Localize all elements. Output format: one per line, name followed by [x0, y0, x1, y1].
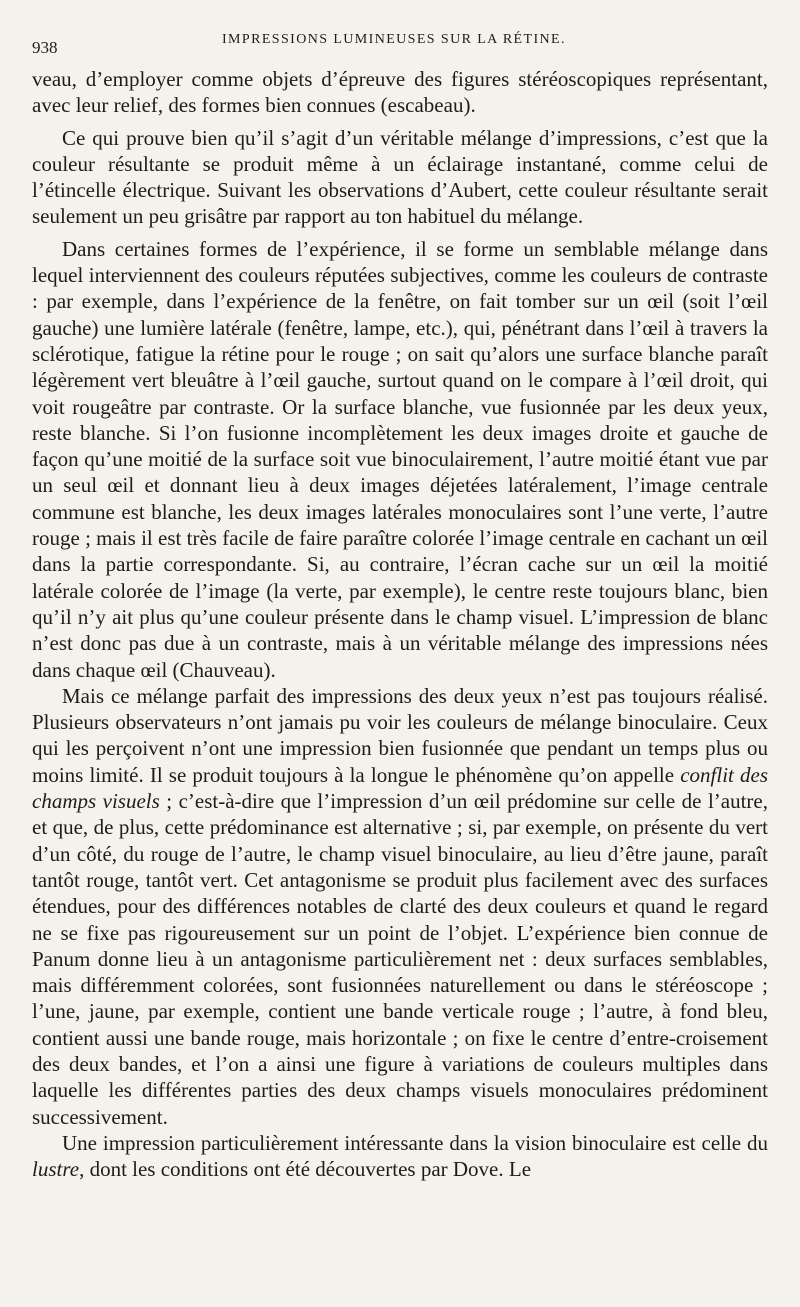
paragraph-visual-field-conflict [32, 683, 768, 1130]
paragraph-text: Dans certaines formes de l’expérience, il se forme un semblable mélange dans lequel interviennent des couleurs réputées subjectives, comme les couleurs de contraste : par exemple, dans l’expérience de la fenêtre, on fait tomber sur un œil (soit l’œil gauche) une lumière latérale (fenêtre, lampe, etc.), qui, pénétrant dans l’œil à travers la sclérotique, fatigue la rétine pour le rouge ; on sait qu’alors une surface blanche paraît légèrement vert bleuâtre à l’œil gauche, surtout quand on le compare à l’œil droit, qui voit rougeâtre par contraste. Or la surface blanche, vue fusionnée par les deux yeux, reste blanche. Si l’on fusionne incomplètement les deux images droite et gauche de façon qu’une moitié de la surface soit vue binoculairement, l’autre moitié étant vue par un seul œil et donnant lieu à deux images déjetées latéralement, l’image centrale commune est blanche, les deux images latérales monoculaires sont l’une verte, l’autre rouge ; mais il est très facile de faire paraître colorée l’image centrale en cachant un œil dans la partie correspondante. Si, au contraire, l’écran cache sur un œil la moitié latérale colorée de l’image (la verte, par exemple), le centre reste toujours blanc, bien qu’il n’y ait plus qu’une couleur présente dans le champ visuel. L’impression de blanc n’est donc pas due à un contraste, mais à un véritable mélange des impressions nées dans chaque œil (Chauveau). [32, 236, 768, 682]
page-header [32, 28, 768, 57]
page-number: 938 [32, 38, 58, 57]
document-page [32, 28, 768, 1288]
running-title: IMPRESSIONS LUMINEUSES SUR LA RÉTINE. [222, 32, 566, 47]
paragraph-text: Ce qui prouve bien qu’il s’agit d’un véritable mélange d’impressions, c’est que la couleur résultante se produit même à un éclairage instantané, comme celui de l’étincelle électrique. Suivant les observations d’Aubert, cette couleur résultante serait seulement un peu grisâtre par rapport au ton habituel du mélange. [32, 125, 768, 229]
paragraph-lustre [32, 1130, 768, 1183]
italic-term: conflit des champs visuels [32, 762, 768, 814]
paragraph-text: Mais ce mélange parfait des impressions des deux yeux n’est pas toujours réalisé. Plusieurs observateurs n’ont jamais pu voir les couleurs de mélange binoculaire. Ceux qui les perçoivent n’ont une impression bien fusionnée que pendant un temps plus ou moins limité. Il se produit toujours à la longue le phénomène qu’on appelle [32, 683, 768, 787]
paragraph-window-experiment [32, 236, 768, 683]
paragraph-continued [32, 66, 768, 119]
paragraph-text: veau, d’employer comme objets d’épreuve des figures stéréoscopiques représentant, avec leur relief, des formes bien connues (escabeau). [32, 67, 768, 118]
paragraph-text: , dont les conditions ont été découvertes par Dove. Le [79, 1157, 532, 1182]
paragraph-text: Une impression particulièrement intéressante dans la vision binoculaire est celle du [62, 1130, 768, 1155]
paragraph-instantaneous-lighting [32, 125, 768, 230]
italic-term: lustre [32, 1157, 80, 1182]
paragraph-text: ; c’est-à-dire que l’impression d’un œil prédomine sur celle de l’autre, et que, de plus, cette prédominance est alternative ; si, par exemple, on présente du vert d’un côté, du rouge de l’autre, le champ visuel binoculaire, au lieu d’être jaune, paraît tantôt rouge, tantôt vert. Cet antagonisme se produit plus facilement avec des surfaces étendues, pour des différences notables de clarté des deux couleurs et quand le regard ne se fixe pas rigoureusement sur un point de l’objet. L’expérience bien connue de Panum donne lieu à un antagonisme particulièrement net : deux surfaces semblables, mais différemment colorées, sont fusionnées naturellement ou dans le stéréoscope ; l’une, jaune, par exemple, contient une bande verticale rouge ; l’autre, à fond bleu, contient aussi une bande rouge, mais horizontale ; on fixe le centre d’entre-croisement des deux bandes, et l’on a ainsi une figure à variations de couleurs multiples dans laquelle les différentes parties des deux champs visuels monoculaires prédominent successivement. [32, 789, 768, 1129]
body-text [32, 66, 768, 1182]
